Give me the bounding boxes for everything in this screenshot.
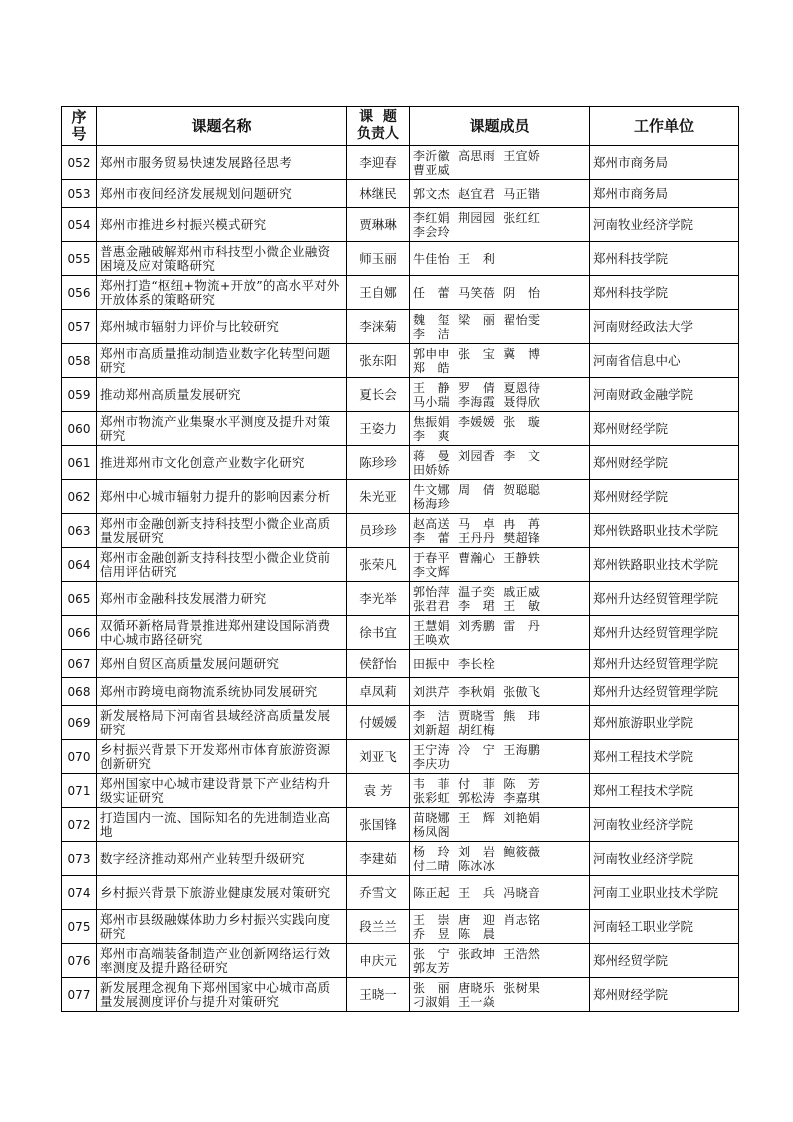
row-number: 057 (62, 310, 97, 344)
row-number: 054 (62, 208, 97, 242)
table-row (62, 446, 739, 480)
header-unit: 工作单位 (590, 107, 739, 146)
work-unit: 郑州工程技术学院 (590, 740, 739, 774)
project-title: 郑州市高质量推动制造业数字化转型问题研究 (97, 344, 347, 378)
project-title: 郑州自贸区高质量发展问题研究 (97, 650, 347, 678)
project-leader: 张国锋 (347, 808, 410, 842)
project-leader: 王晓一 (347, 978, 410, 1012)
row-number: 074 (62, 876, 97, 910)
row-number: 071 (62, 774, 97, 808)
project-title: 新发展格局下河南省县域经济高质量发展研究 (97, 706, 347, 740)
project-title: 数字经济推动郑州产业转型升级研究 (97, 842, 347, 876)
row-number: 073 (62, 842, 97, 876)
row-number: 068 (62, 678, 97, 706)
project-title: 推动郑州高质量发展研究 (97, 378, 347, 412)
table-row (62, 774, 739, 808)
table-row (62, 582, 739, 616)
project-leader: 申庆元 (347, 944, 410, 978)
project-leader: 陈珍珍 (347, 446, 410, 480)
project-leader: 付媛媛 (347, 706, 410, 740)
project-leader: 李涞菊 (347, 310, 410, 344)
work-unit: 河南牧业经济学院 (590, 842, 739, 876)
project-members: 田振中 李长栓 (410, 650, 590, 678)
work-unit: 河南牧业经济学院 (590, 808, 739, 842)
row-number: 053 (62, 180, 97, 208)
table-row (62, 740, 739, 774)
project-title: 郑州市金融创新支持科技型小微企业贷前信用评估研究 (97, 548, 347, 582)
row-number: 077 (62, 978, 97, 1012)
table-row (62, 842, 739, 876)
table-row (62, 706, 739, 740)
header-title: 课题名称 (97, 107, 347, 146)
work-unit: 郑州财经学院 (590, 446, 739, 480)
project-leader: 朱光亚 (347, 480, 410, 514)
table-row (62, 514, 739, 548)
row-number: 059 (62, 378, 97, 412)
project-leader: 林继民 (347, 180, 410, 208)
project-leader: 师玉丽 (347, 242, 410, 276)
table-row (62, 276, 739, 310)
project-members: 郭文杰 赵宜君 马正锴 (410, 180, 590, 208)
table-row (62, 480, 739, 514)
project-leader: 李迎春 (347, 146, 410, 180)
table-row (62, 242, 739, 276)
table-row (62, 978, 739, 1012)
project-leader: 刘亚飞 (347, 740, 410, 774)
project-leader: 乔雪文 (347, 876, 410, 910)
project-members: 蒋 曼 刘园香 李 文 田娇娇 (410, 446, 590, 480)
work-unit: 郑州科技学院 (590, 242, 739, 276)
project-members: 张 丽 唐晓乐 张树果 刁淑娟 王一焱 (410, 978, 590, 1012)
row-number: 052 (62, 146, 97, 180)
project-leader: 王自娜 (347, 276, 410, 310)
project-members: 焦振娟 李媛媛 张 璇 李 爽 (410, 412, 590, 446)
work-unit: 郑州财经学院 (590, 480, 739, 514)
project-leader: 张荣凡 (347, 548, 410, 582)
work-unit: 郑州科技学院 (590, 276, 739, 310)
project-members: 韦 菲 付 菲 陈 芳 张彩虹 郭松涛 李嘉琪 (410, 774, 590, 808)
project-members: 杨 玲 刘 岩 鲍筱薇 付二晴 陈冰冰 (410, 842, 590, 876)
table-header-row (62, 107, 739, 146)
project-members: 王 崇 唐 迎 肖志铭 乔 昱 陈 晨 (410, 910, 590, 944)
project-title: 郑州市物流产业集聚水平测度及提升对策研究 (97, 412, 347, 446)
project-members: 刘洪芹 李秋娟 张傲飞 (410, 678, 590, 706)
work-unit: 郑州旅游职业学院 (590, 706, 739, 740)
project-members: 魏 玺 梁 丽 翟怡雯 李 洁 (410, 310, 590, 344)
row-number: 070 (62, 740, 97, 774)
row-number: 056 (62, 276, 97, 310)
project-members: 于春平 曹瀚心 王静轶 李文辉 (410, 548, 590, 582)
project-leader: 李光举 (347, 582, 410, 616)
header-leader: 课 题 负责人 (347, 107, 410, 146)
work-unit: 河南轻工职业学院 (590, 910, 739, 944)
work-unit: 郑州工程技术学院 (590, 774, 739, 808)
table-row (62, 808, 739, 842)
table-row (62, 678, 739, 706)
project-members: 王宁涛 冷 宁 王海鹏 李庆功 (410, 740, 590, 774)
project-members: 郭申申 张 宝 冀 博 郑 皓 (410, 344, 590, 378)
work-unit: 河南牧业经济学院 (590, 208, 739, 242)
row-number: 060 (62, 412, 97, 446)
work-unit: 郑州经贸学院 (590, 944, 739, 978)
table-body (62, 146, 739, 1012)
project-title: 乡村振兴背景下开发郑州市体育旅游资源创新研究 (97, 740, 347, 774)
project-members: 李红娟 荆园园 张红红 李会玲 (410, 208, 590, 242)
work-unit: 郑州市商务局 (590, 180, 739, 208)
table-row (62, 378, 739, 412)
project-title: 郑州市跨境电商物流系统协同发展研究 (97, 678, 347, 706)
table-row (62, 208, 739, 242)
project-title: 郑州国家中心城市建设背景下产业结构升级实证研究 (97, 774, 347, 808)
project-title: 郑州中心城市辐射力提升的影响因素分析 (97, 480, 347, 514)
work-unit: 郑州升达经贸管理学院 (590, 650, 739, 678)
project-title: 乡村振兴背景下旅游业健康发展对策研究 (97, 876, 347, 910)
project-title: 郑州打造“枢纽+物流+开放”的高水平对外开放体系的策略研究 (97, 276, 347, 310)
project-leader: 李建茹 (347, 842, 410, 876)
table-row (62, 412, 739, 446)
project-table (61, 106, 739, 1012)
project-members: 牛文娜 周 倩 贺聪聪 杨海珍 (410, 480, 590, 514)
project-leader: 贾琳琳 (347, 208, 410, 242)
work-unit: 郑州市商务局 (590, 146, 739, 180)
row-number: 058 (62, 344, 97, 378)
work-unit: 郑州升达经贸管理学院 (590, 582, 739, 616)
project-title: 郑州市夜间经济发展规划问题研究 (97, 180, 347, 208)
project-title: 新发展理念视角下郑州国家中心城市高质量发展测度评价与提升对策研究 (97, 978, 347, 1012)
work-unit: 河南省信息中心 (590, 344, 739, 378)
project-title: 打造国内一流、国际知名的先进制造业高地 (97, 808, 347, 842)
project-leader: 卓凤莉 (347, 678, 410, 706)
row-number: 075 (62, 910, 97, 944)
project-members: 郭怡萍 温子奕 戚正威 张君君 李 珺 王 敏 (410, 582, 590, 616)
project-title: 郑州市金融科技发展潜力研究 (97, 582, 347, 616)
work-unit: 郑州财经学院 (590, 412, 739, 446)
project-title: 双循环新格局背景推进郑州建设国际消费中心城市路径研究 (97, 616, 347, 650)
project-members: 苗晓娜 王 辉 刘艳娟 杨凤阁 (410, 808, 590, 842)
table-row (62, 616, 739, 650)
row-number: 062 (62, 480, 97, 514)
work-unit: 河南财政金融学院 (590, 378, 739, 412)
project-members: 任 蕾 马笑蓓 阴 怡 (410, 276, 590, 310)
project-title: 郑州城市辐射力评价与比较研究 (97, 310, 347, 344)
table-row (62, 310, 739, 344)
project-leader: 段兰兰 (347, 910, 410, 944)
table-row (62, 910, 739, 944)
project-leader: 袁 芳 (347, 774, 410, 808)
project-members: 李 洁 贾晓雪 熊 玮 刘新超 胡红梅 (410, 706, 590, 740)
work-unit: 郑州升达经贸管理学院 (590, 616, 739, 650)
project-members: 陈正起 王 兵 冯晓音 (410, 876, 590, 910)
project-title: 郑州市县级融媒体助力乡村振兴实践向度研究 (97, 910, 347, 944)
table-row (62, 344, 739, 378)
work-unit: 郑州铁路职业技术学院 (590, 548, 739, 582)
table-row (62, 650, 739, 678)
project-members: 赵高送 马 卓 冉 苒 李 蕾 王丹丹 樊超锋 (410, 514, 590, 548)
table-row (62, 146, 739, 180)
project-title: 推进郑州市文化创意产业数字化研究 (97, 446, 347, 480)
project-title: 郑州市服务贸易快速发展路径思考 (97, 146, 347, 180)
project-members: 张 宁 张政坤 王浩然 郭友芳 (410, 944, 590, 978)
row-number: 072 (62, 808, 97, 842)
work-unit: 郑州财经学院 (590, 978, 739, 1012)
row-number: 067 (62, 650, 97, 678)
row-number: 055 (62, 242, 97, 276)
table-row (62, 944, 739, 978)
row-number: 065 (62, 582, 97, 616)
header-members: 课题成员 (410, 107, 590, 146)
project-leader: 夏长会 (347, 378, 410, 412)
table-row (62, 180, 739, 208)
project-title: 普惠金融破解郑州市科技型小微企业融资困境及应对策略研究 (97, 242, 347, 276)
project-leader: 员珍珍 (347, 514, 410, 548)
work-unit: 河南财经政法大学 (590, 310, 739, 344)
row-number: 064 (62, 548, 97, 582)
project-leader: 王姿力 (347, 412, 410, 446)
project-members: 李沂徽 高思雨 王宜娇 曹亚威 (410, 146, 590, 180)
project-leader: 张东阳 (347, 344, 410, 378)
row-number: 076 (62, 944, 97, 978)
project-members: 牛佳怡 王 利 (410, 242, 590, 276)
table-row (62, 876, 739, 910)
project-leader: 徐书宜 (347, 616, 410, 650)
work-unit: 郑州铁路职业技术学院 (590, 514, 739, 548)
project-title: 郑州市高端装备制造产业创新网络运行效率测度及提升路径研究 (97, 944, 347, 978)
row-number: 069 (62, 706, 97, 740)
project-leader: 侯舒怡 (347, 650, 410, 678)
row-number: 061 (62, 446, 97, 480)
row-number: 066 (62, 616, 97, 650)
table-row (62, 548, 739, 582)
work-unit: 郑州升达经贸管理学院 (590, 678, 739, 706)
project-title: 郑州市推进乡村振兴模式研究 (97, 208, 347, 242)
project-members: 王慧娟 刘秀鹏 雷 丹 王唤欢 (410, 616, 590, 650)
project-members: 王 静 罗 倩 夏恩待 马小瑞 李海霞 聂得欣 (410, 378, 590, 412)
header-index: 序 号 (62, 107, 97, 146)
work-unit: 河南工业职业技术学院 (590, 876, 739, 910)
row-number: 063 (62, 514, 97, 548)
project-title: 郑州市金融创新支持科技型小微企业高质量发展研究 (97, 514, 347, 548)
